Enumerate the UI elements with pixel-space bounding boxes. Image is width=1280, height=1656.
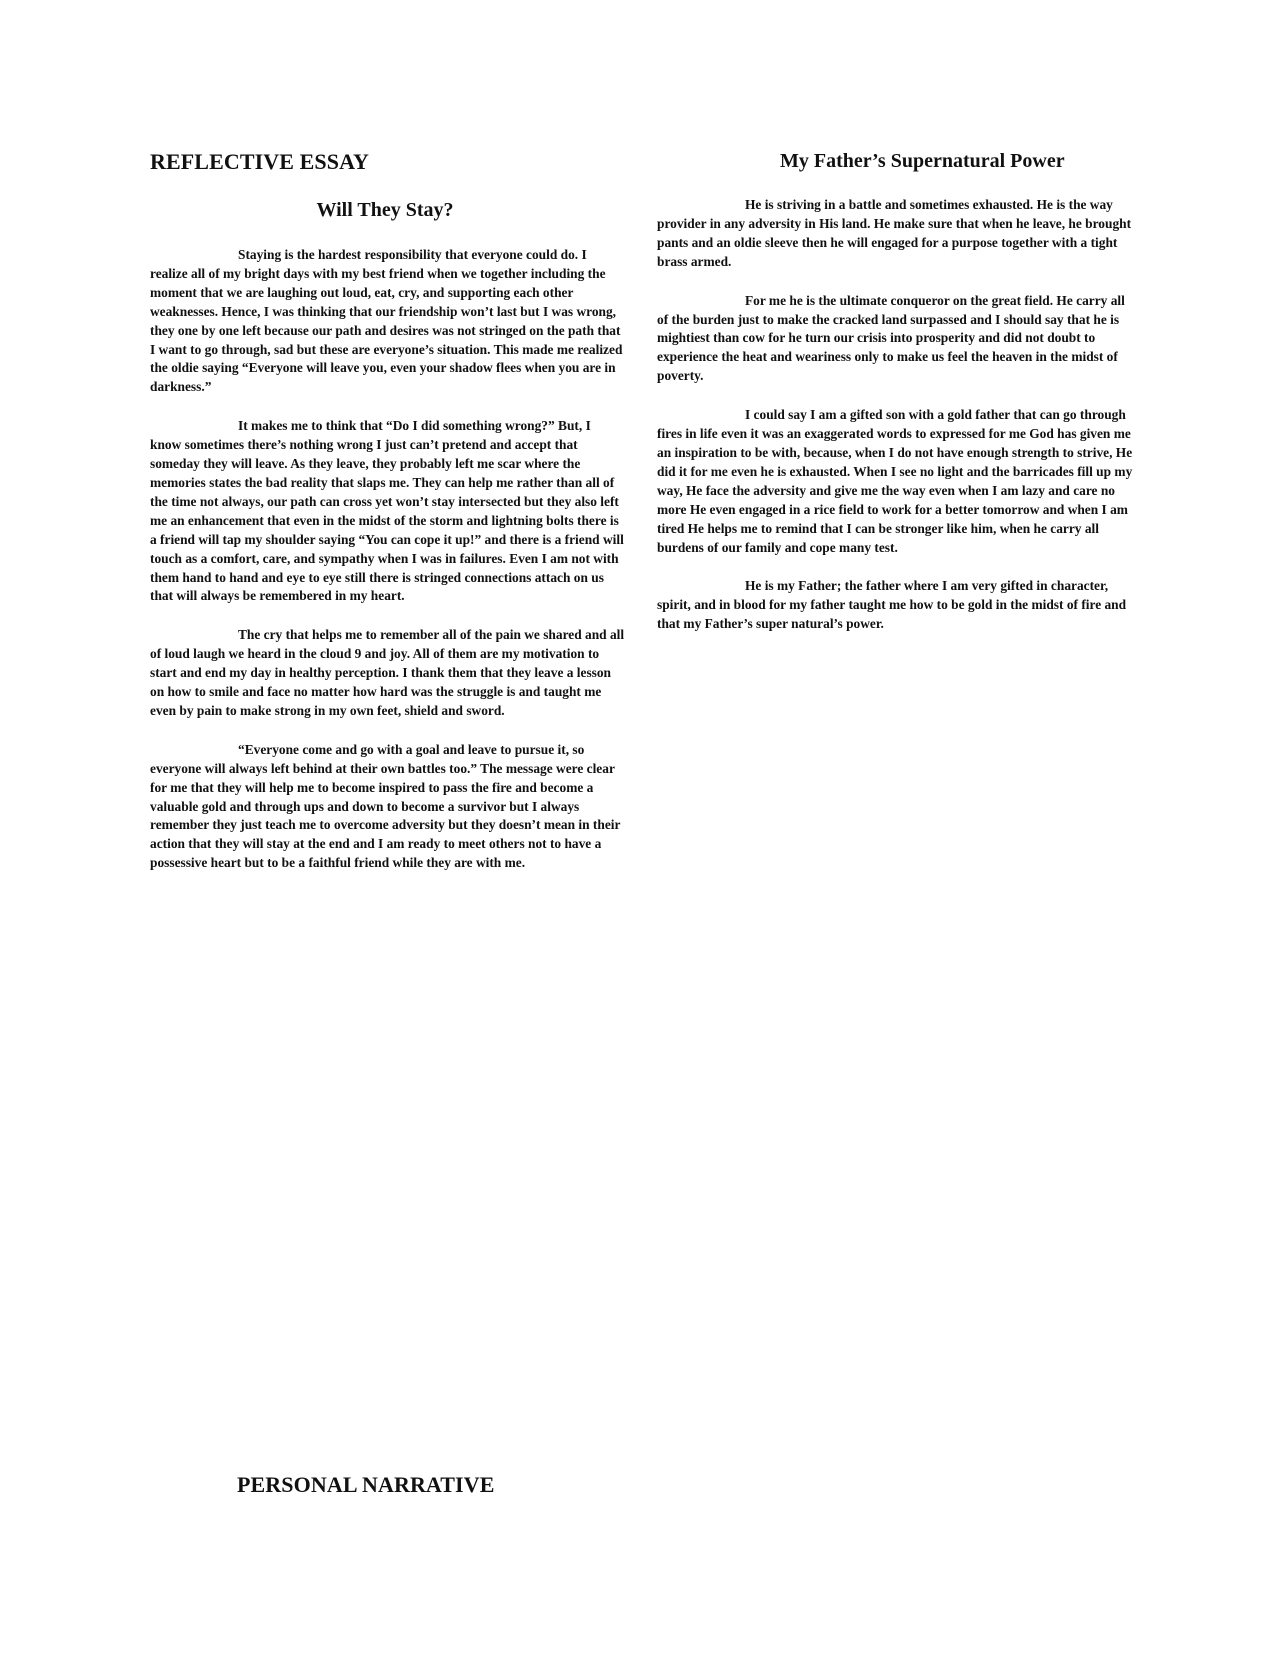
essay-paragraph: I could say I am a gifted son with a gold father that can go through fires in life even it was an exaggerated words to expressed for me God has given me an inspiration to be with, because, when I do not have enough strength to strive, He did it for me even he is exhausted. When I see no light and the barricades fill up my way, He face the adversity and give me the way even when I am lazy and care no more He even engaged in a rice field to work for a better tomorrow and when I am tired He helps me to remind that I can be stronger like him, when he carry all burdens of our family and cope many test. <box>657 407 1133 555</box>
essay-paragraph: It makes me to think that “Do I did something wrong?” But, I know sometimes there’s nothing wrong I just can’t pretend and accept that someday they will leave. As they leave, they probably left me scar where the memories states the bad reality that slaps me. They can help me rather than all of the time not always, our path can cross yet won’t stay intersected but they also left me an enhancement that even in the midst of the storm and lightning bolts there is a friend will tap my shoulder saying “You can cope it up!” and there is a friend will touch as a comfort, care, and sympathy when I was in failures. Even I am not with them hand to hand and eye to eye still there is stringed connections attach on us that will always be remembered in my heart. <box>150 418 624 604</box>
essay-fathers-power-body <box>657 196 1137 654</box>
reflective-essay-heading: REFLECTIVE ESSAY <box>150 149 370 174</box>
essay-title-fathers-power: My Father’s Supernatural Power <box>780 150 1065 172</box>
essay-paragraph: “Everyone come and go with a goal and leave to pursue it, so everyone will always left behind at their own battles too.” The message were clear for me that they will help me to become inspired to pass the fire and become a valuable gold and through ups and down to become a survivor but I always remember they just teach me to overcome adversity but they doesn’t mean in their action that they will stay at the end and I am ready to meet others not to have a possessive heart but to be a faithful friend while they are with me. <box>150 741 621 871</box>
essay-paragraph: Staying is the hardest responsibility that everyone could do. I realize all of my bright days with my best friend when we together including the moment that we are laughing out loud, eat, cry, and supporting each other weaknesses. Hence, I was thinking that our friendship won’t last but I was wrong, they one by one left because our path and desires was not stringed on the path that I want to go through, sad but these are everyone’s situation. This made me realized the oldie saying “Everyone will leave you, even your shadow flees when you are in darkness.” <box>150 247 623 395</box>
essay-paragraph: For me he is the ultimate conqueror on the great field. He carry all of the burden just to make the cracked land surpassed and I should say that he is mightiest than cow for he turn our crisis into prosperity and did not doubt to experience the heat and weariness only to make us feel the heaven in the midst of poverty. <box>657 292 1125 384</box>
essay-paragraph: The cry that helps me to remember all of the pain we shared and all of loud laugh we heard in the cloud 9 and joy. All of them are my motivation to start and end my day in healthy perception. I thank them that they leave a lesson on how to smile and face no matter how hard was the struggle is and taught me even by pain to make strong in my own feet, shield and sword. <box>150 627 625 718</box>
essay-paragraph: He is striving in a battle and sometimes exhausted. He is the way provider in any adversity in His land. He make sure that when he leave, he brought pants and an oldie sleeve then he will engaged for a purpose together with a tight brass armed. <box>657 197 1132 269</box>
personal-narrative-heading: PERSONAL NARRATIVE <box>237 1472 495 1497</box>
essay-will-they-stay-body <box>150 246 625 893</box>
essay-title-will-they-stay: Will They Stay? <box>316 199 454 221</box>
essay-paragraph: He is my Father; the father where I am very gifted in character, spirit, and in blood for my father taught me how to be gold in the midst of fire and that my Father’s super natural’s power. <box>657 578 1127 632</box>
